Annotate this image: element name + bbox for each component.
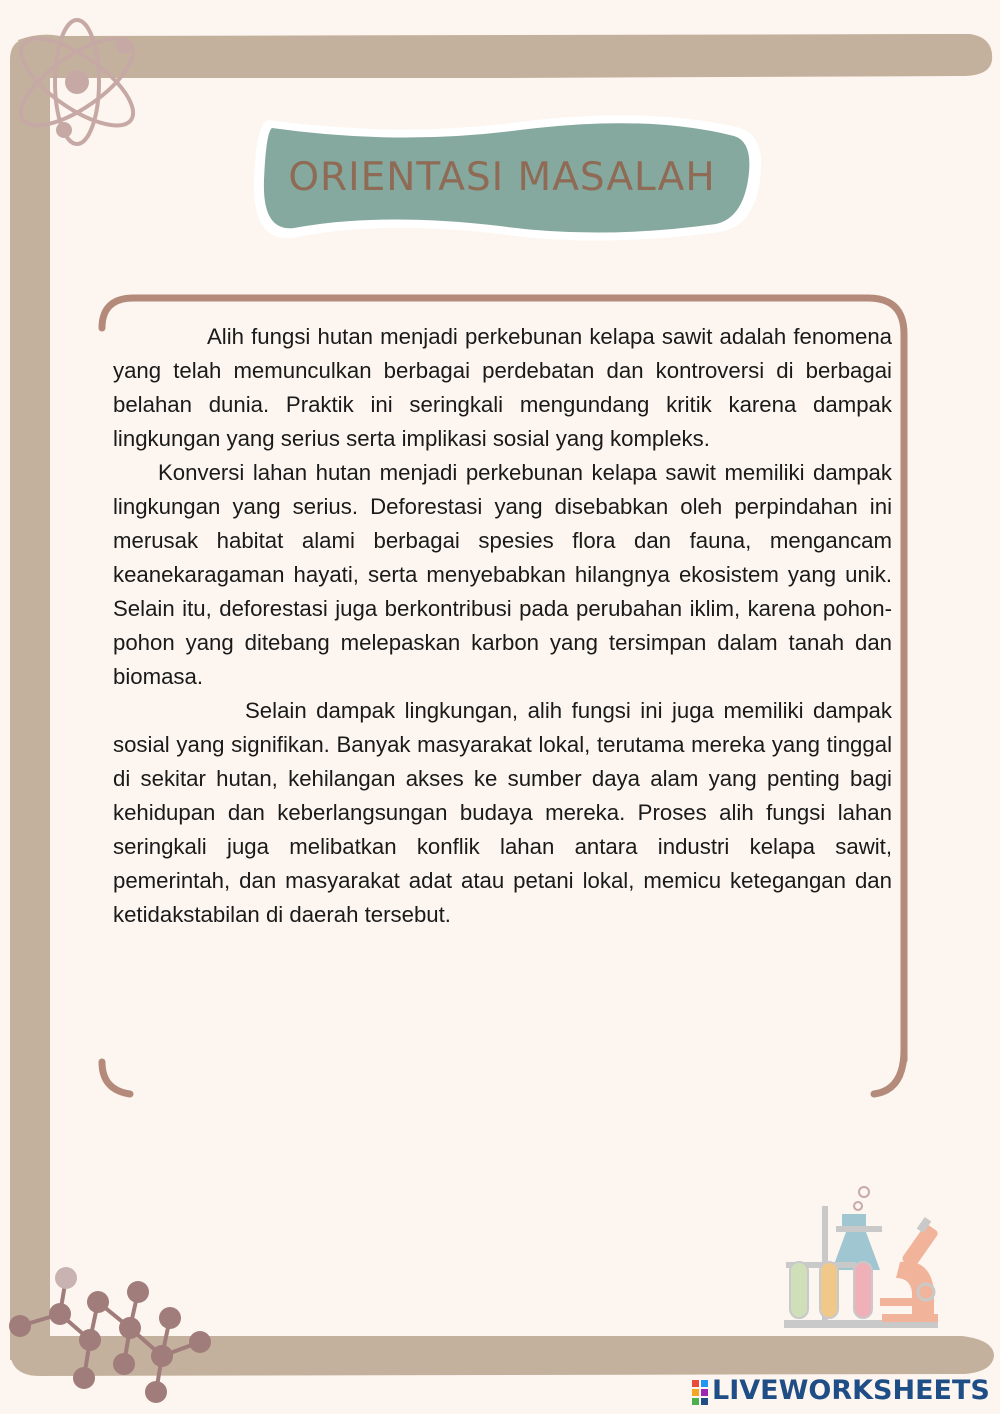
frame-left-bar bbox=[10, 38, 50, 1360]
paragraph-2: Konversi lahan hutan menjadi perkebunan kelapa sawit memiliki dampak lingkungan yang serius. Deforestasi yang disebabkan oleh perpindahan ini merusak habitat alami berbagai spesies flora dan fauna, mengancam keanekaragaman hayati, serta menyebabkan hilangnya ekosistem yang unik. Selain itu, deforestasi juga berkontribusi pada perubahan iklim, karena pohon-pohon yang ditebang melepaskan karbon yang tersimpan dalam tanah dan biomasa. bbox=[113, 460, 892, 689]
brand-footer[interactable] bbox=[692, 1372, 992, 1408]
paragraph-3: Selain dampak lingkungan, alih fungsi ini juga memiliki dampak sosial yang signifikan. Banyak masyarakat lokal, terutama mereka yang tinggal di sekitar hutan, kehilangan akses ke sumber daya alam yang penting bagi kehidupan dan keberlangsungan budaya mereka. Proses alih fungsi lahan seringkali juga melibatkan konflik lahan antara industri kelapa sawit, pemerintah, dan masyarakat adat atau petani lokal, memicu ketegangan dan ketidakstabilan di daerah tersebut. bbox=[113, 698, 892, 927]
paragraph-1: Alih fungsi hutan menjadi perkebunan kelapa sawit adalah fenomena yang telah memunculkan berbagai perdebatan dan kontroversi di berbagai belahan dunia. Praktik ini seringkali mengundang kritik karena dampak lingkungan yang serius serta implikasi sosial yang kompleks. bbox=[113, 324, 892, 451]
brand-name[interactable]: LIVEWORKSHEETS bbox=[712, 1374, 990, 1406]
title-banner bbox=[252, 118, 752, 236]
body-text bbox=[113, 320, 892, 932]
page-title: ORIENTASI MASALAH bbox=[288, 154, 716, 200]
